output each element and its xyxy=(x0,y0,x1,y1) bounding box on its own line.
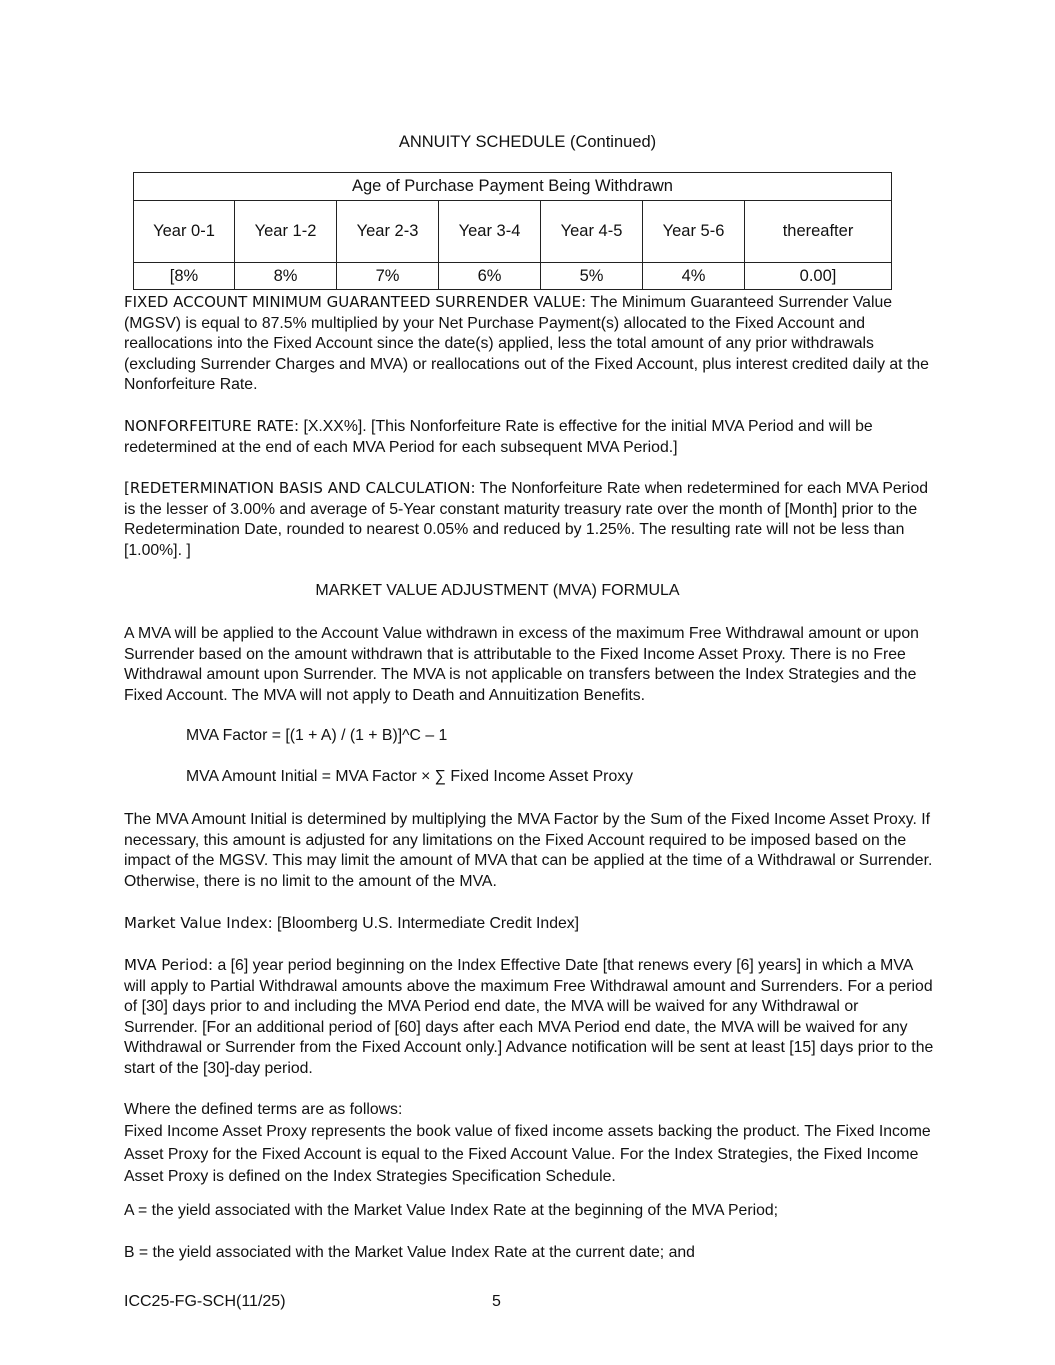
mva-factor-formula: MVA Factor = [(1 + A) / (1 + B)]^C – 1 xyxy=(186,727,448,744)
mva-period-text: a [6] year period beginning on the Index Effective Date [that renews every [6] years] in which a MVA will apply to Partial Withdrawal amounts above the maximum Free Withdrawal amount and Surrenders. For a period of [30] days prior to and including the MVA Period end date, the MVA will be waived for any Withdrawal or Surrender. [For an additional period of [60] days after each MVA Period end date, the MVA will be waived for any Withdrawal or Surrender from the Fixed Account only.] Advance notification will be sent at least [15] days prior to the start of the [30]-day period. xyxy=(124,957,934,1077)
mgsv-label: FIXED ACCOUNT MINIMUM GUARANTEED SURRENDER VALUE: xyxy=(124,293,587,311)
nonforfeiture-paragraph xyxy=(124,416,936,458)
mgsv-text: The Minimum Guaranteed Surrender Value (MGSV) is equal to 87.5% multiplied by your Net Purchase Payment(s) allocated to the Fixed Account and reallocations into the Fixed Account since the date(s) applied, less the total amount of any prior withdrawals (excluding Surrender Charges and MVA) or reallocations out of the Fixed Account, plus interest credited daily at the Nonforfeiture Rate. xyxy=(124,294,929,394)
column-header: thereafter xyxy=(745,201,892,263)
market-value-index-paragraph xyxy=(124,913,936,935)
schedule-title: ANNUITY SCHEDULE (Continued) xyxy=(398,133,657,151)
withdrawal-charge-table xyxy=(133,172,892,290)
mva-heading: MARKET VALUE ADJUSTMENT (MVA) FORMULA xyxy=(315,582,680,599)
fiap-definition-text: Fixed Income Asset Proxy represents the book value of fixed income assets backing the product. The Fixed Income Asset Proxy for the Fixed Account is equal to the Fixed Account Value. For the Index Strategies, the Fixed Income Asset Proxy is defined on the Index Strategies Specification Schedule. xyxy=(124,1123,931,1185)
mva-amount-paragraph xyxy=(124,810,936,892)
table-cell: 5% xyxy=(541,263,643,290)
market-value-index-label: Market Value Index: xyxy=(124,914,273,932)
mgsv-paragraph xyxy=(124,292,936,396)
mva-period-paragraph xyxy=(124,955,936,1080)
page-number: 5 xyxy=(492,1293,501,1310)
redetermination-text: The Nonforfeiture Rate when redetermined for each MVA Period is the lesser of 3.00% and average of 5-Year constant maturity treasury rate over the month of [Month] prior to the Redetermination Date, rounded to nearest 0.05% and reduced by 1.25%. The resulting rate will not be less than [1.00%]. ] xyxy=(124,480,929,559)
nonforfeiture-label: NONFORFEITURE RATE: xyxy=(124,417,300,435)
redetermination-label: [REDETERMINATION BASIS AND CALCULATION: xyxy=(124,479,476,497)
table-group-header: Age of Purchase Payment Being Withdrawn xyxy=(134,173,892,201)
mva-period-label: MVA Period: xyxy=(124,956,214,974)
defined-terms-intro: Where the defined terms are as follows: xyxy=(124,1101,403,1118)
table-cell: 7% xyxy=(337,263,439,290)
column-header: Year 5-6 xyxy=(643,201,745,263)
table-cell: 4% xyxy=(643,263,745,290)
column-header: Year 3-4 xyxy=(439,201,541,263)
table-cell: 8% xyxy=(235,263,337,290)
market-value-index-text: [Bloomberg U.S. Intermediate Credit Index] xyxy=(272,915,580,932)
redetermination-paragraph xyxy=(124,478,936,561)
table-cell: 0.00] xyxy=(745,263,892,290)
column-header: Year 1-2 xyxy=(235,201,337,263)
mva-amount-formula: MVA Amount Initial = MVA Factor × ∑ Fixed Income Asset Proxy xyxy=(186,768,634,785)
table-cell: [8% xyxy=(134,263,235,290)
form-number: ICC25-FG-SCH(11/25) xyxy=(124,1293,286,1310)
column-header: Year 0-1 xyxy=(134,201,235,263)
definition-a: A = the yield associated with the Market Value Index Rate at the beginning of the MVA Period; xyxy=(124,1202,779,1219)
mva-intro-paragraph xyxy=(124,624,936,706)
fiap-definition xyxy=(124,1121,939,1189)
column-header: Year 2-3 xyxy=(337,201,439,263)
table-cell: 6% xyxy=(439,263,541,290)
nonforfeiture-text: [X.XX%]. [This Nonforfeiture Rate is effective for the initial MVA Period and will be redetermined at the end of each MVA Period for each subsequent MVA Period.] xyxy=(124,418,873,456)
mva-amount-text: The MVA Amount Initial is determined by multiplying the MVA Factor by the Sum of the Fixed Income Asset Proxy. If necessary, this amount is adjusted for any limitations on the Fixed Account required to be imposed based on the impact of the MGSV. This may limit the amount of MVA that can be applied at the time of a Withdrawal or Surrender. Otherwise, there is no limit to the amount of the MVA. xyxy=(124,811,933,890)
column-header: Year 4-5 xyxy=(541,201,643,263)
definition-b: B = the yield associated with the Market Value Index Rate at the current date; and xyxy=(124,1244,695,1261)
mva-intro-text: A MVA will be applied to the Account Value withdrawn in excess of the maximum Free Withdrawal amount or upon Surrender based on the amount withdrawn that is attributable to the Fixed Income Asset Proxy. There is no Free Withdrawal amount upon Surrender. The MVA is not applicable on transfers between the Index Strategies and the Fixed Account. The MVA will not apply to Death and Annuitization Benefits. xyxy=(124,625,919,704)
